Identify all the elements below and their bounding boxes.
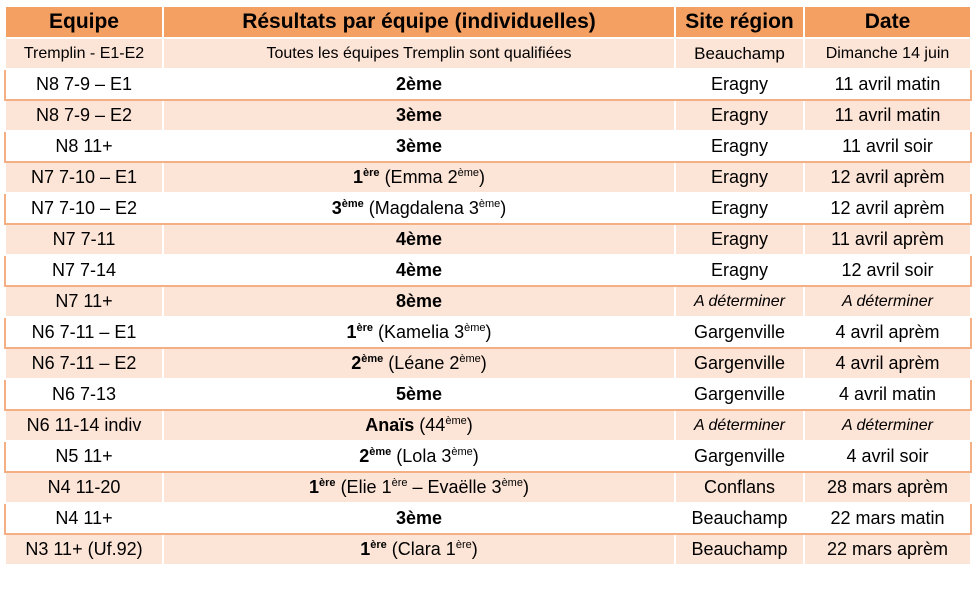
- cell-site: A déterminer: [675, 410, 804, 441]
- cell-date: 11 avril aprèm: [804, 224, 971, 255]
- cell-equipe: Tremplin - E1-E2: [5, 38, 163, 69]
- result-superscript: ème: [464, 322, 486, 334]
- result-text: (Kamelia 3: [373, 322, 465, 342]
- cell-resultat: [163, 100, 675, 131]
- result-text: 4ème: [395, 260, 443, 280]
- result-text: (Clara 1: [386, 539, 456, 559]
- cell-equipe: N4 11-20: [5, 472, 163, 503]
- result-text: 4ème: [395, 229, 443, 249]
- result-superscript: ère: [356, 322, 374, 334]
- cell-site: Eragny: [675, 255, 804, 286]
- cell-resultat: [163, 38, 675, 69]
- result-text: ): [472, 446, 479, 466]
- result-text: (Emma 2: [379, 167, 458, 187]
- cell-date: 12 avril soir: [804, 255, 971, 286]
- cell-equipe: N7 11+: [5, 286, 163, 317]
- cell-site: Eragny: [675, 224, 804, 255]
- cell-equipe: N7 7-14: [5, 255, 163, 286]
- cell-resultat: [163, 162, 675, 193]
- cell-resultat: [163, 69, 675, 100]
- cell-resultat: [163, 410, 675, 441]
- result-superscript: ème: [341, 198, 364, 210]
- table-row: [5, 100, 971, 131]
- result-superscript: ème: [457, 167, 479, 179]
- cell-date: Dimanche 14 juin: [804, 38, 971, 69]
- header-equipe: Equipe: [5, 6, 163, 38]
- result-text: ): [480, 353, 487, 373]
- cell-resultat: [163, 131, 675, 162]
- cell-date: 4 avril aprèm: [804, 348, 971, 379]
- result-text: 3: [331, 198, 342, 218]
- result-text: ): [478, 167, 485, 187]
- result-text: 2: [359, 446, 370, 466]
- cell-resultat: [163, 224, 675, 255]
- table-row: [5, 69, 971, 100]
- result-text: (Magdalena 3: [363, 198, 479, 218]
- cell-site: Beauchamp: [675, 503, 804, 534]
- cell-resultat: [163, 503, 675, 534]
- cell-resultat: [163, 286, 675, 317]
- result-text: ): [500, 198, 507, 218]
- table-row: [5, 317, 971, 348]
- table-body: [5, 38, 971, 565]
- result-text: 1: [309, 477, 320, 497]
- cell-date: 28 mars aprèm: [804, 472, 971, 503]
- table-row: [5, 472, 971, 503]
- result-text: 1: [353, 167, 364, 187]
- result-superscript: ère: [319, 477, 336, 489]
- result-superscript: ème: [459, 353, 481, 365]
- table-row: [5, 534, 971, 565]
- table-row: [5, 131, 971, 162]
- cell-site: Eragny: [675, 69, 804, 100]
- result-text: 3ème: [395, 508, 443, 528]
- result-text: (Lola 3: [391, 446, 452, 466]
- result-text: 2ème: [395, 74, 443, 94]
- header-date: Date: [804, 6, 971, 38]
- cell-site: Eragny: [675, 162, 804, 193]
- table-row: [5, 255, 971, 286]
- header-resultats: Résultats par équipe (individuelles): [163, 6, 675, 38]
- header-site: Site région: [675, 6, 804, 38]
- header-row: [5, 6, 971, 38]
- cell-resultat: [163, 348, 675, 379]
- cell-equipe: N4 11+: [5, 503, 163, 534]
- cell-site: Gargenville: [675, 348, 804, 379]
- cell-site: A déterminer: [675, 286, 804, 317]
- result-text: ): [522, 477, 529, 497]
- cell-site: Eragny: [675, 100, 804, 131]
- cell-resultat: [163, 193, 675, 224]
- result-text: Toutes les équipes Tremplin sont qualifiées: [266, 44, 572, 62]
- result-text: (Elie 1: [335, 477, 392, 497]
- cell-date: 12 avril aprèm: [804, 162, 971, 193]
- table-row: [5, 441, 971, 472]
- result-text: 3ème: [395, 136, 443, 156]
- cell-date: 11 avril matin: [804, 100, 971, 131]
- result-superscript: ème: [501, 477, 523, 489]
- cell-resultat: [163, 472, 675, 503]
- cell-date: 22 mars aprèm: [804, 534, 971, 565]
- cell-resultat: [163, 379, 675, 410]
- cell-equipe: N8 11+: [5, 131, 163, 162]
- result-text: Anaïs: [365, 415, 415, 435]
- cell-resultat: [163, 534, 675, 565]
- table-row: [5, 348, 971, 379]
- table-row: [5, 410, 971, 441]
- result-text: ): [471, 539, 478, 559]
- table-row: [5, 162, 971, 193]
- result-text: (44: [414, 415, 446, 435]
- cell-equipe: N3 11+ (Uf.92): [5, 534, 163, 565]
- cell-site: Conflans: [675, 472, 804, 503]
- result-text: – Evaëlle 3: [407, 477, 502, 497]
- result-superscript: ème: [361, 353, 384, 365]
- table-row: [5, 224, 971, 255]
- result-superscript: ème: [478, 198, 501, 210]
- cell-site: Eragny: [675, 131, 804, 162]
- result-superscript: ème: [369, 446, 392, 458]
- cell-resultat: [163, 255, 675, 286]
- result-text: 2: [351, 353, 362, 373]
- table-row: [5, 503, 971, 534]
- result-text: 3ème: [395, 105, 443, 125]
- cell-equipe: N6 7-11 – E1: [5, 317, 163, 348]
- cell-date: 12 avril aprèm: [804, 193, 971, 224]
- table-row: [5, 379, 971, 410]
- cell-equipe: N8 7-9 – E2: [5, 100, 163, 131]
- table-row: [5, 286, 971, 317]
- result-superscript: ère: [455, 539, 472, 551]
- cell-equipe: N6 7-13: [5, 379, 163, 410]
- result-superscript: ère: [363, 167, 380, 179]
- cell-resultat: [163, 317, 675, 348]
- cell-site: Beauchamp: [675, 38, 804, 69]
- result-text: 1: [360, 539, 371, 559]
- results-table: [4, 5, 972, 566]
- result-superscript: ème: [445, 415, 467, 427]
- cell-date: A déterminer: [804, 286, 971, 317]
- cell-equipe: N6 7-11 – E2: [5, 348, 163, 379]
- cell-date: 4 avril matin: [804, 379, 971, 410]
- cell-date: 11 avril matin: [804, 69, 971, 100]
- result-text: ): [485, 322, 492, 342]
- cell-date: 22 mars matin: [804, 503, 971, 534]
- result-superscript: ère: [370, 539, 387, 551]
- result-text: 1: [346, 322, 357, 342]
- cell-site: Gargenville: [675, 379, 804, 410]
- result-superscript: ème: [451, 446, 473, 458]
- result-text: 5ème: [395, 384, 443, 404]
- cell-date: 4 avril aprèm: [804, 317, 971, 348]
- result-superscript: ère: [391, 477, 408, 489]
- cell-date: A déterminer: [804, 410, 971, 441]
- result-text: 8ème: [395, 291, 443, 311]
- cell-equipe: N7 7-10 – E2: [5, 193, 163, 224]
- cell-date: 11 avril soir: [804, 131, 971, 162]
- cell-resultat: [163, 441, 675, 472]
- cell-equipe: N5 11+: [5, 441, 163, 472]
- cell-date: 4 avril soir: [804, 441, 971, 472]
- cell-site: Eragny: [675, 193, 804, 224]
- table-row: [5, 193, 971, 224]
- cell-equipe: N6 11-14 indiv: [5, 410, 163, 441]
- table-row: [5, 38, 971, 69]
- cell-equipe: N7 7-11: [5, 224, 163, 255]
- cell-site: Beauchamp: [675, 534, 804, 565]
- cell-equipe: N8 7-9 – E1: [5, 69, 163, 100]
- cell-site: Gargenville: [675, 441, 804, 472]
- cell-site: Gargenville: [675, 317, 804, 348]
- cell-equipe: N7 7-10 – E1: [5, 162, 163, 193]
- table-header: [5, 6, 971, 38]
- result-text: ): [466, 415, 473, 435]
- result-text: (Léane 2: [383, 353, 460, 373]
